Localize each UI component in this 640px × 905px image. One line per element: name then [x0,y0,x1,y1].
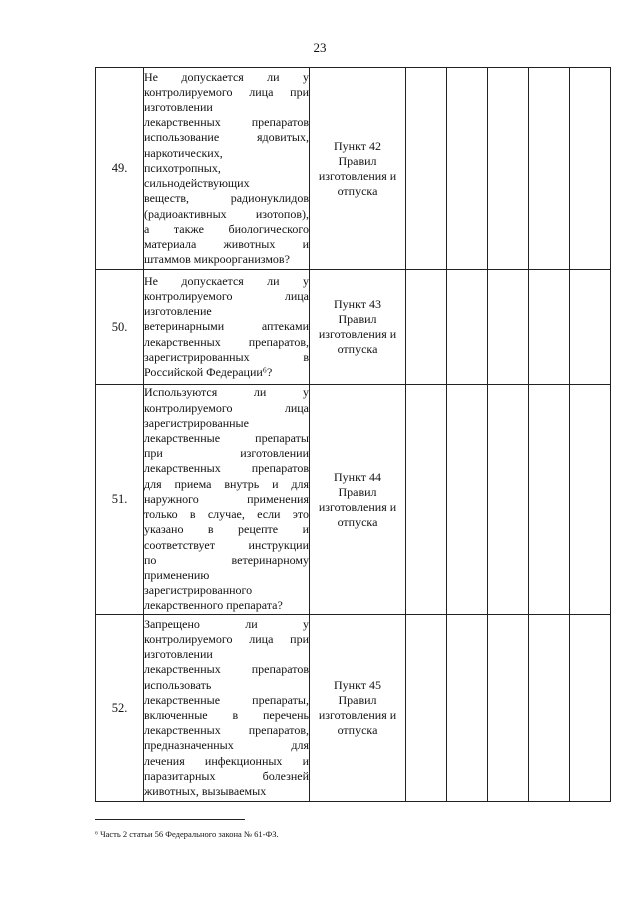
question-line: Не допускается ли у [144,273,309,288]
question-line: психотропных, [144,160,221,175]
question-line: только в случае, если это [144,507,309,522]
reference-line: Правил [338,693,377,707]
question-cell [144,385,310,615]
reference-line: отпуска [337,723,378,737]
reference-line: Правил [338,312,377,326]
answer-cell[interactable] [570,270,611,385]
question-cell [144,68,310,270]
reference-cell [310,385,406,615]
answer-cell[interactable] [529,615,570,802]
question-line: контролируемого лица при [144,84,309,99]
answer-cell[interactable] [570,615,611,802]
answer-cell[interactable] [529,270,570,385]
question-line: Российской Федерации⁶? [144,365,273,379]
question-line: лекарственных препаратов, [144,723,309,738]
question-line: контролируемого лица [144,400,309,415]
table-row [96,270,611,385]
reference-line: изготовления и [318,499,397,514]
question-line: изготовление [144,304,212,319]
answer-cell[interactable] [447,270,488,385]
question-line: зарегистрированного [144,583,253,598]
row-number: 52. [96,615,144,802]
reference-line: изготовления и [318,327,397,341]
question-line: Не допускается ли у [144,69,309,84]
reference-cell [310,68,406,270]
question-line: штаммов микроорганизмов? [144,252,290,267]
question-line: лекарственные препараты [144,431,309,446]
reference-line: отпуска [337,514,378,529]
footnote: ⁶ Часть 2 статьи 56 Федерального закона № 61-ФЗ. [95,829,279,839]
question-line: применению [144,567,210,582]
question-cell [144,270,310,385]
question-line: лекарственных препаратов, [144,334,309,349]
row-number: 51. [96,385,144,615]
answer-cell[interactable] [488,270,529,385]
question-line: паразитарных болезней [144,768,309,783]
reference-line: Пункт 44 [333,469,381,484]
question-line: сильнодействующих [144,176,250,191]
answer-cell[interactable] [570,68,611,270]
question-line: лекарственные препараты, [144,692,309,707]
checklist-table [95,67,611,802]
question-line: (радиоактивных изотопов), [144,206,309,221]
reference-line: Правил [338,484,377,499]
question-line: соответствует инструкции [144,537,309,552]
question-line: указано в рецепте и [144,522,309,537]
reference-line: Пункт 42 [333,138,381,153]
answer-cell[interactable] [529,68,570,270]
reference-line: Правил [338,153,377,168]
question-line: лекарственного препарата? [144,598,283,613]
reference-line: отпуска [337,183,378,198]
question-line: Используются ли у [144,385,309,400]
answer-cell[interactable] [488,68,529,270]
footnote-divider [95,819,245,820]
question-line: зарегистрированных в [144,349,309,364]
row-number: 49. [96,68,144,270]
question-line: предназначенных для [144,738,309,753]
question-line: использование ядовитых, [144,130,309,145]
question-line: а также биологического [144,221,309,236]
table-row [96,615,611,802]
question-line: использовать [144,677,212,692]
table-row [96,385,611,615]
question-line: контролируемого лица [144,288,309,303]
question-line: наружного применения [144,491,309,506]
question-line: контролируемого лица при [144,631,309,646]
answer-cell[interactable] [447,385,488,615]
reference-cell [310,615,406,802]
row-number: 50. [96,270,144,385]
answer-cell[interactable] [488,615,529,802]
answer-cell[interactable] [447,68,488,270]
question-line: включенные в перечень [144,708,309,722]
question-line: по ветеринарному [144,552,309,567]
answer-cell[interactable] [406,68,447,270]
question-line: Запрещено ли у [144,616,309,631]
reference-line: изготовления и [318,168,397,183]
question-line: при изготовлении [144,446,309,461]
answer-cell[interactable] [406,385,447,615]
question-line: изготовлении [144,100,213,115]
question-line: изготовлении [144,647,213,662]
question-line: наркотических, [144,145,223,160]
reference-cell [310,270,406,385]
page-number: 23 [313,40,327,55]
reference-line: отпуска [337,342,378,356]
answer-cell[interactable] [488,385,529,615]
question-line: лекарственных препаратов [144,662,309,677]
question-line: материала животных и [144,236,309,251]
question-line: веществ, радионуклидов [144,191,309,206]
question-line: лекарственных препаратов [144,115,309,130]
answer-cell[interactable] [406,270,447,385]
reference-line: Пункт 43 [333,297,381,311]
question-line: лекарственных препаратов [144,461,309,476]
question-line: лечения инфекционных и [144,753,309,768]
question-cell [144,615,310,802]
answer-cell[interactable] [570,385,611,615]
question-line: для приема внутрь и для [144,476,309,491]
table-row [96,68,611,270]
answer-cell[interactable] [447,615,488,802]
question-line: животных, вызываемых [144,784,267,799]
question-line: зарегистрированные [144,415,249,430]
reference-line: Пункт 45 [333,678,381,692]
reference-line: изготовления и [318,708,397,722]
answer-cell[interactable] [529,385,570,615]
question-line: ветеринарными аптеками [144,319,309,334]
answer-cell[interactable] [406,615,447,802]
